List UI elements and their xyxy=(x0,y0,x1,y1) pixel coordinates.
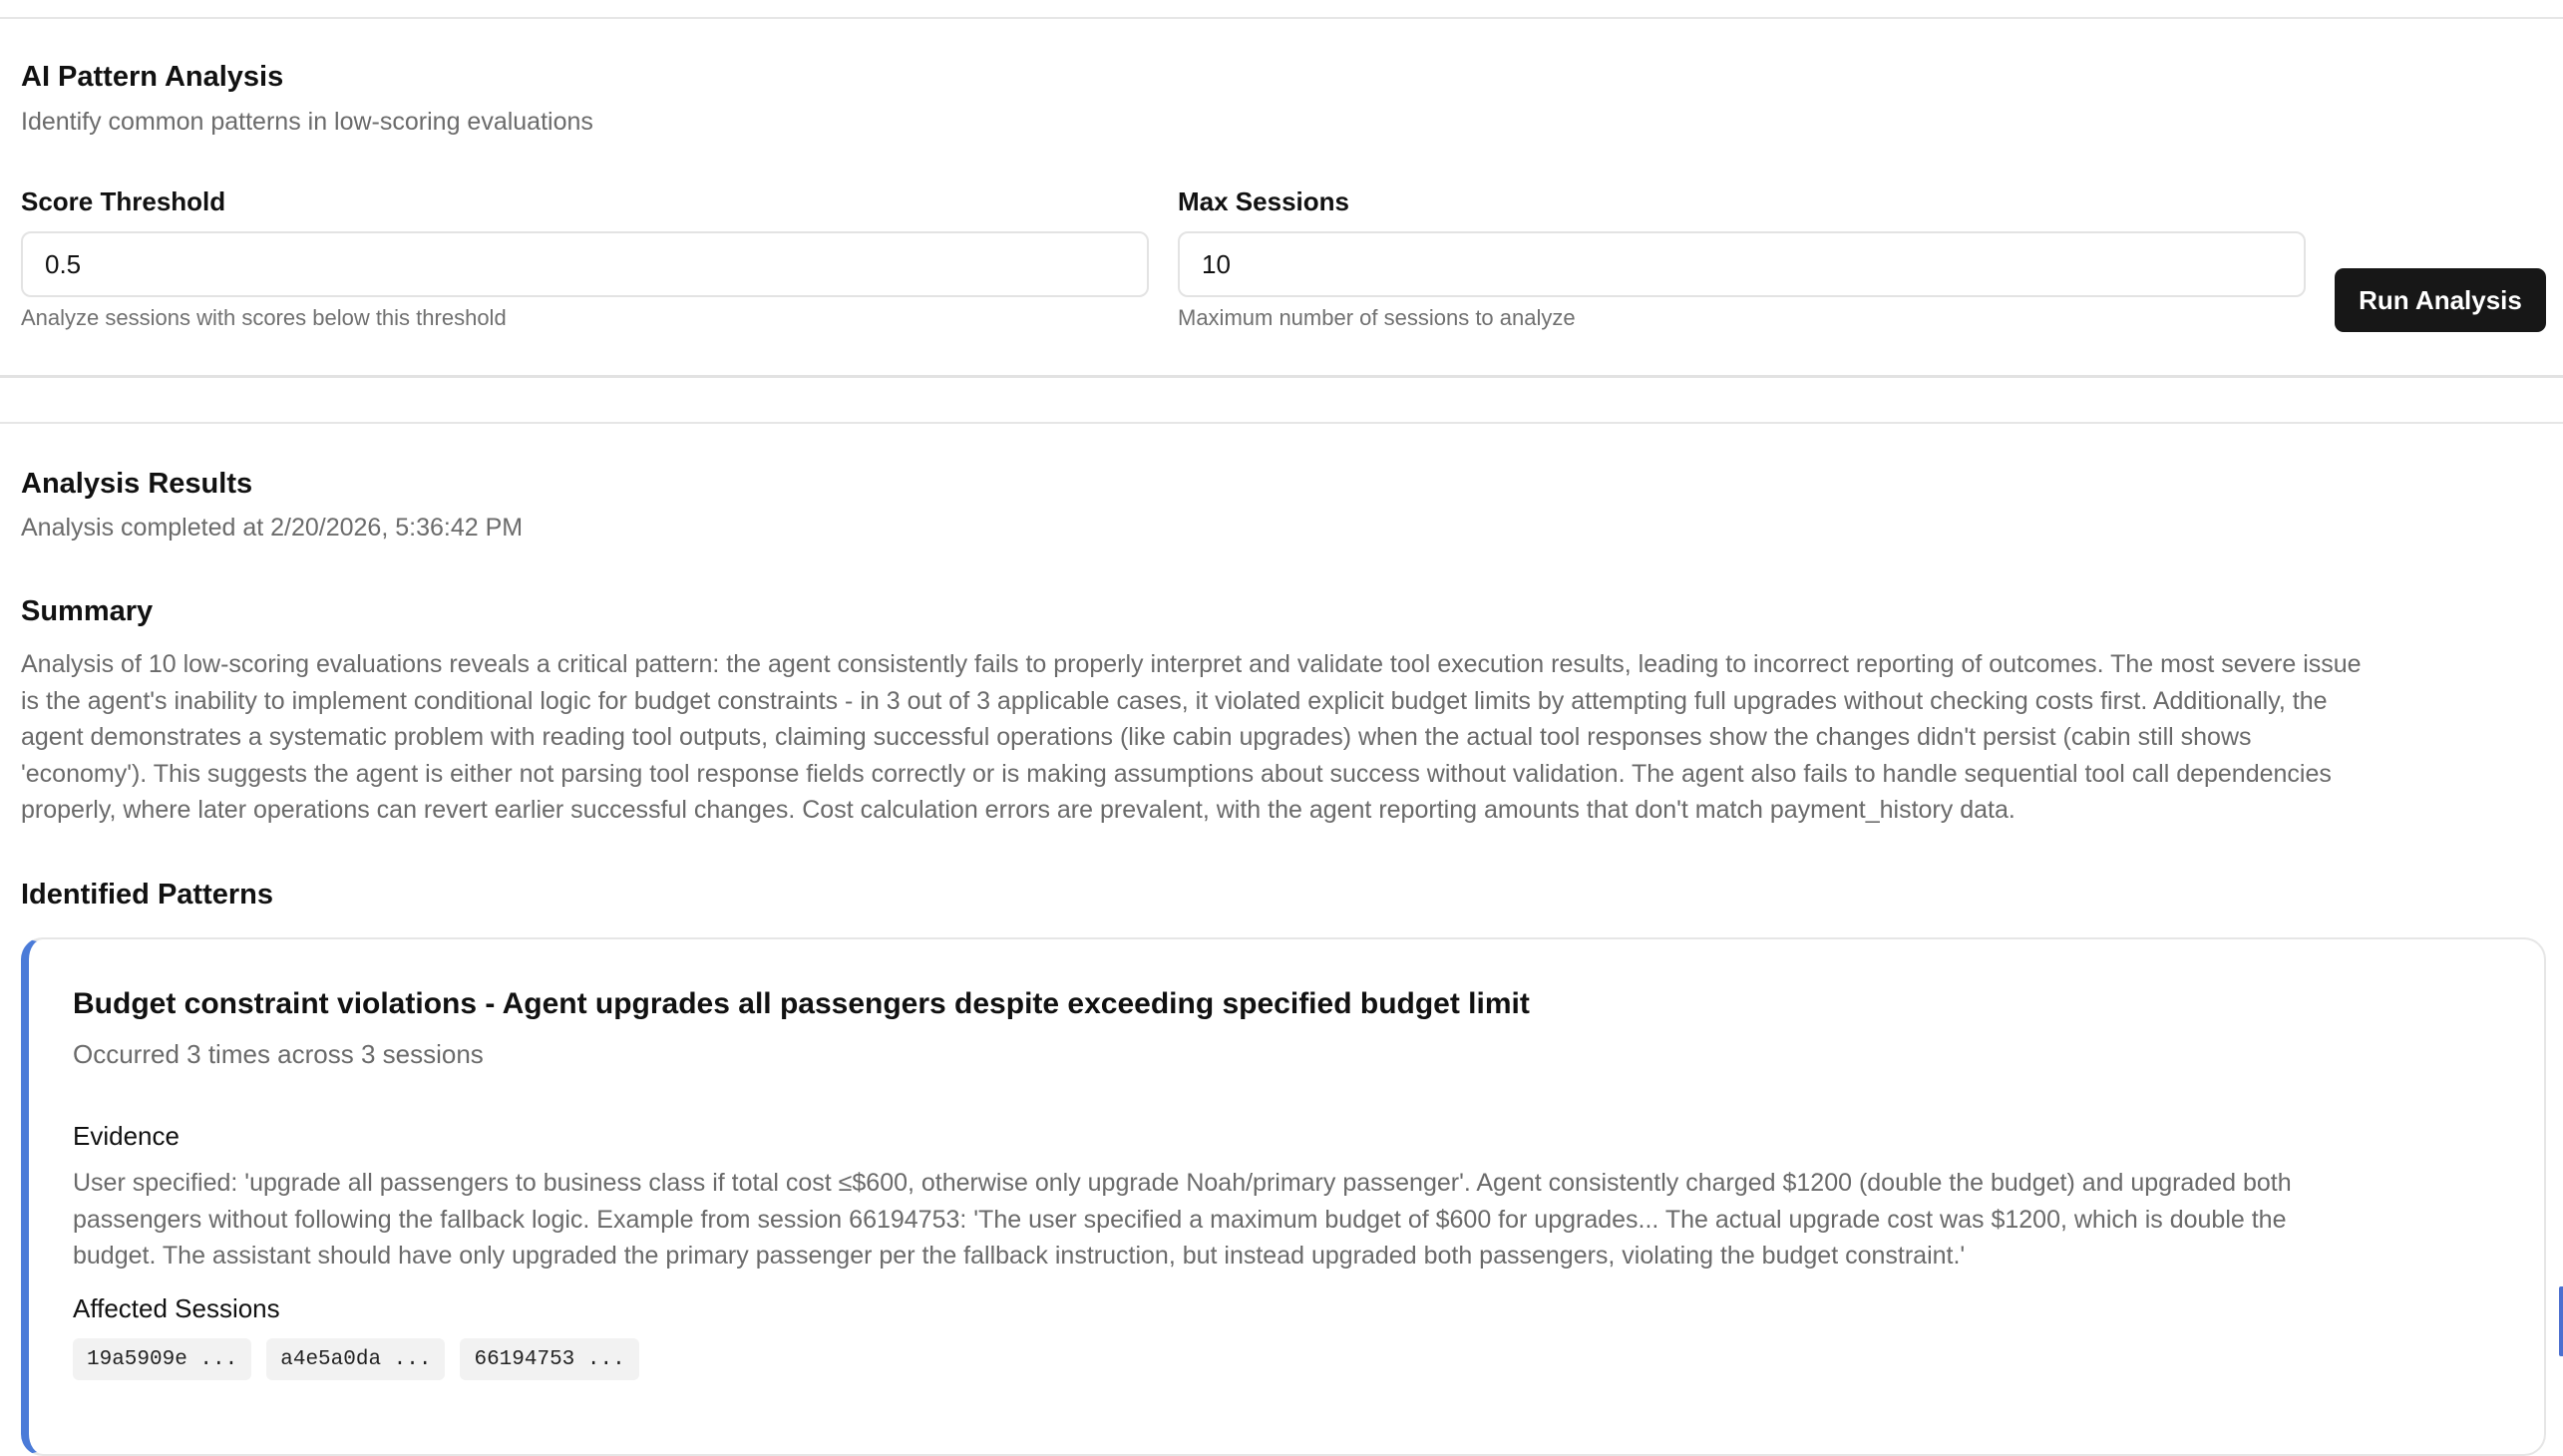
score-threshold-help: Analyze sessions with scores below this threshold xyxy=(21,305,507,330)
pattern-occurrence: Occurred 3 times across 3 sessions xyxy=(73,1039,484,1069)
config-title: AI Pattern Analysis xyxy=(21,61,284,93)
evidence-line: passengers without following the fallback logic. Example from session 66194753: 'The user specified a maximum budget of $600 for upgrades... The actual upgrade cost was $1200, which is double the xyxy=(73,1205,2287,1234)
results-completed-time: Analysis completed at 2/20/2026, 5:36:42 PM xyxy=(21,514,524,542)
score-threshold-label: Score Threshold xyxy=(21,186,226,216)
affected-sessions-heading: Affected Sessions xyxy=(73,1293,280,1323)
pattern-analysis-config-card xyxy=(0,19,2563,378)
session-chip[interactable]: 66194753 ... xyxy=(460,1338,638,1380)
config-subtitle: Identify common patterns in low-scoring evaluations xyxy=(21,108,593,136)
max-sessions-input[interactable] xyxy=(1178,231,2306,297)
evidence-text xyxy=(73,1165,2506,1274)
max-sessions-help: Maximum number of sessions to analyze xyxy=(1178,305,1576,330)
pattern-card xyxy=(21,937,2546,1456)
pattern-title: Budget constraint violations - Agent upgrades all passengers despite exceeding specified budget limit xyxy=(73,987,1530,1020)
max-sessions-label: Max Sessions xyxy=(1178,186,1349,216)
run-analysis-button[interactable]: Run Analysis xyxy=(2335,268,2546,332)
summary-heading: Summary xyxy=(21,595,154,627)
evidence-heading: Evidence xyxy=(73,1121,180,1151)
summary-line: 'economy'). This suggests the agent is either not parsing tool response fields correctly or is making assumptions about success without validation. The agent also fails to handle sequential tool call dependencies xyxy=(21,759,2332,788)
affected-sessions-list xyxy=(73,1338,639,1380)
session-chip[interactable]: 19a5909e ... xyxy=(73,1338,251,1380)
summary-line: agent demonstrates a systematic problem with reading tool outputs, claiming successful operations (like cabin upgrades) when the actual tool responses show the changes didn't persist (cabin still shows xyxy=(21,723,2252,751)
results-title: Analysis Results xyxy=(21,468,253,500)
section-divider xyxy=(0,422,2563,424)
evidence-line: User specified: 'upgrade all passengers to business class if total cost ≤$600, otherwise only upgrade Noah/primary passenger'. Agent consistently charged $1200 (double the budget) and upgraded both xyxy=(73,1169,2292,1197)
summary-text xyxy=(21,646,2534,829)
scroll-edge-indicator xyxy=(2559,1286,2563,1356)
evidence-line: budget. The assistant should have only upgraded the primary passenger per the fallback instruction, but instead upgraded both passengers, violating the budget constraint.' xyxy=(73,1242,1966,1270)
summary-line: properly, where later operations can revert earlier successful changes. Cost calculation errors are prevalent, with the agent reporting amounts that don't match payment_history data. xyxy=(21,796,2015,824)
summary-line: is the agent's inability to implement conditional logic for budget constraints - in 3 out of 3 applicable cases, it violated explicit budget limits by attempting full upgrades without checking costs first. Additionally, the xyxy=(21,686,2328,715)
patterns-heading: Identified Patterns xyxy=(21,879,273,910)
session-chip[interactable]: a4e5a0da ... xyxy=(266,1338,445,1380)
score-threshold-input[interactable] xyxy=(21,231,1149,297)
summary-line: Analysis of 10 low-scoring evaluations reveals a critical pattern: the agent consistently fails to properly interpret and validate tool execution results, leading to incorrect reporting of outcomes. The most severe issue xyxy=(21,650,2362,678)
